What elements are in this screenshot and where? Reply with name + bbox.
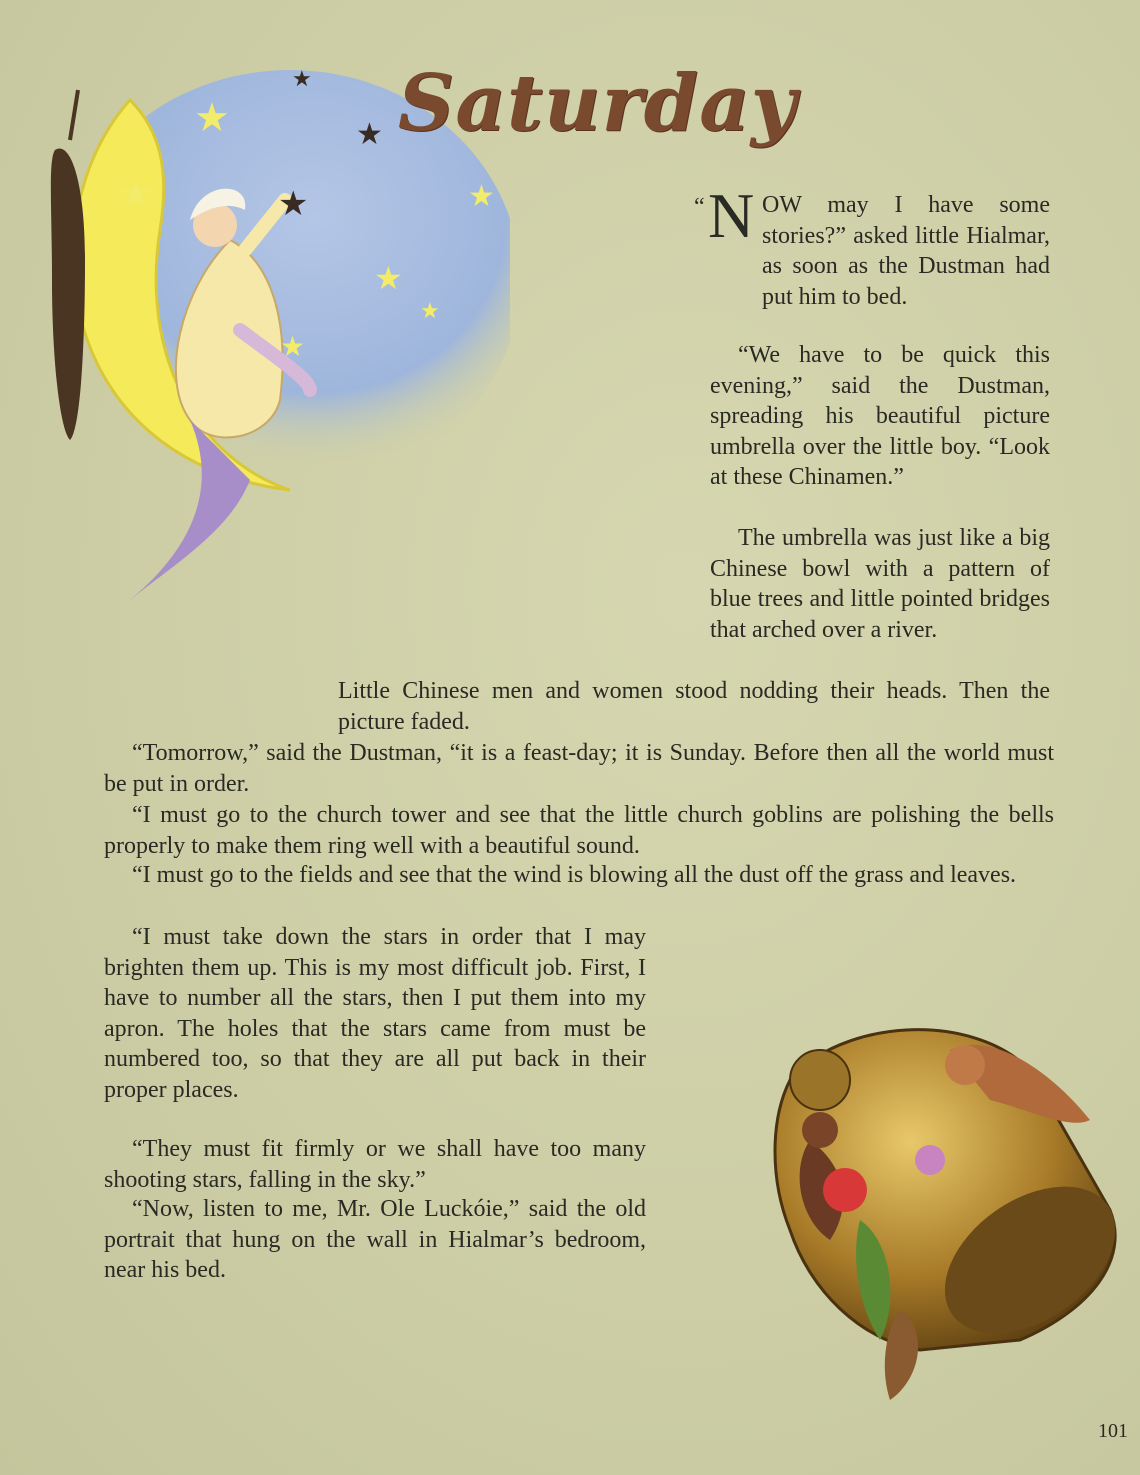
star-icon: ★ (120, 174, 153, 214)
star-icon: ★ (292, 66, 312, 91)
paragraph-6: “I must go to the fields and see that the wind is blowing all the dust off the grass and leaves. (132, 862, 1017, 888)
star-icon: ★ (280, 332, 306, 363)
paragraph-3-continued: Little Chinese men and women stood nodding their heads. Then the picture faded. (338, 678, 1050, 735)
page-number: 101 (1098, 1420, 1128, 1442)
paragraph-3: The umbrella was just like a big Chinese bowl with a pattern of blue trees and little pointed bridges that arched over a river. (710, 525, 1050, 643)
paragraph-1: OW may I have some stories?” asked little Hialmar, as soon as the Dustman had put him to bed. (762, 192, 1050, 310)
star-icon: ★ (420, 298, 440, 323)
goblin-left-head (802, 1112, 838, 1148)
broom-handle (70, 90, 78, 140)
goblin-right-head (945, 1045, 985, 1085)
goblins-bell-illustration (750, 1010, 1140, 1410)
star-icon: ★ (468, 180, 495, 213)
paragraph-4: “Tomorrow,” said the Dustman, “it is a feast-day; it is Sunday. Before then all the world must be put in order. (104, 740, 1054, 797)
star-icon: ★ (356, 118, 383, 151)
paragraph-9: “Now, listen to me, Mr. Ole Luckóie,” said the old portrait that hung on the wall in Hialmar’s bedroom, near his bed. (104, 1196, 646, 1283)
bell-top-knob (790, 1050, 850, 1110)
broom-bristles (51, 148, 85, 440)
paragraph-7: “I must take down the stars in order that I may brighten them up. This is my most difficult job. First, I have to number all the stars, then I put them into my apron. The holes that the stars came from must be numbered too, so that they are all put back in their proper places. (104, 924, 646, 1103)
paragraph-2: “We have to be quick this evening,” said the Dustman, spreading his beautiful picture umbrella over the little boy. “Look at these Chinamen.” (710, 342, 1050, 490)
star-icon: ★ (278, 186, 309, 223)
opening-quote: “ (694, 194, 705, 220)
paragraph-5: “I must go to the church tower and see that the little church goblins are polishing the bells properly to make them ring well with a beautiful sound. (104, 802, 1054, 859)
star-icon: ★ (374, 260, 403, 296)
red-rose (823, 1168, 867, 1212)
pink-flower (915, 1145, 945, 1175)
paragraph-8: “They must fit firmly or we shall have too many shooting stars, falling in the sky.” (104, 1136, 646, 1193)
drop-cap-letter: N (708, 180, 755, 251)
star-icon: ★ (194, 95, 230, 140)
page-title: Saturday (398, 58, 798, 149)
